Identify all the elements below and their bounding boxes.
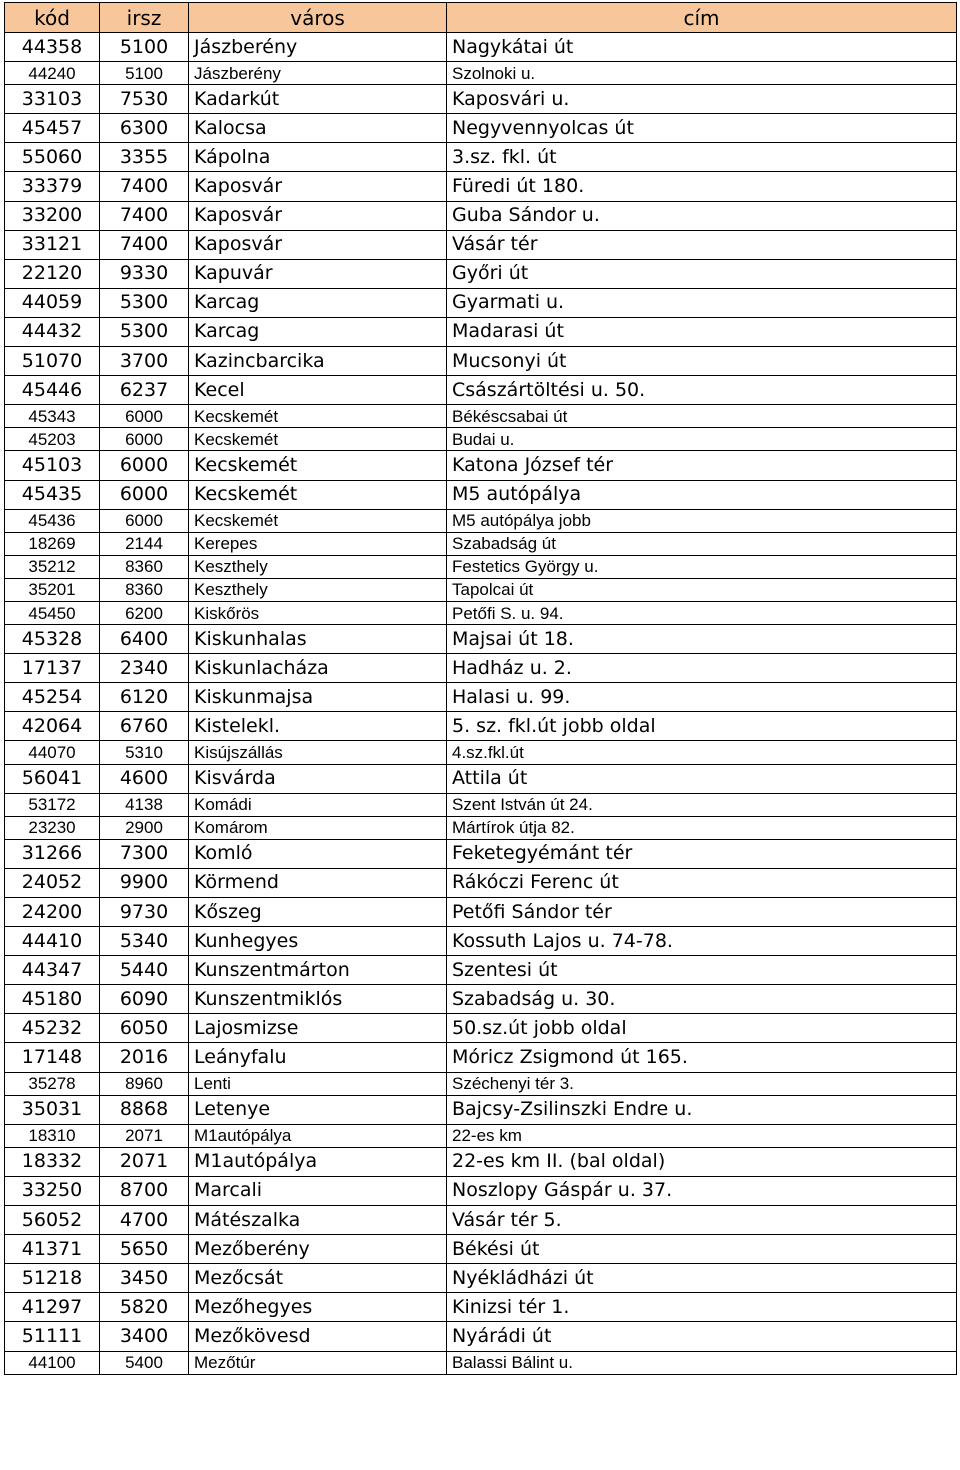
cell-irsz: 3700 xyxy=(100,347,189,376)
cell-irsz: 5340 xyxy=(100,927,189,956)
table-row xyxy=(5,1264,957,1293)
cell-irsz: 6050 xyxy=(100,1014,189,1043)
table-row xyxy=(5,85,957,114)
cell-cim: Tapolcai út xyxy=(447,578,957,601)
cell-kod: 17148 xyxy=(5,1043,100,1072)
table-body xyxy=(5,33,957,1375)
table-row xyxy=(5,555,957,578)
cell-irsz: 6090 xyxy=(100,985,189,1014)
cell-cim: 5. sz. fkl.út jobb oldal xyxy=(447,712,957,741)
cell-kod: 18269 xyxy=(5,532,100,555)
cell-cim: Békéscsabai út xyxy=(447,405,957,428)
cell-cim: Császártöltési u. 50. xyxy=(447,376,957,405)
cell-cim: Szabadság u. 30. xyxy=(447,985,957,1014)
cell-cim: Békési út xyxy=(447,1235,957,1264)
cell-kod: 45435 xyxy=(5,480,100,509)
cell-irsz: 2071 xyxy=(100,1124,189,1147)
cell-irsz: 8360 xyxy=(100,555,189,578)
cell-kod: 33121 xyxy=(5,230,100,259)
cell-irsz: 9330 xyxy=(100,259,189,288)
cell-irsz: 5400 xyxy=(100,1351,189,1374)
cell-kod: 44059 xyxy=(5,288,100,317)
table-row xyxy=(5,985,957,1014)
cell-varos: Kaposvár xyxy=(189,230,447,259)
cell-varos: Kecskemét xyxy=(189,451,447,480)
cell-cim: M5 autópálya xyxy=(447,480,957,509)
cell-cim: Kossuth Lajos u. 74-78. xyxy=(447,927,957,956)
table-row xyxy=(5,259,957,288)
cell-irsz: 3450 xyxy=(100,1264,189,1293)
cell-cim: Móricz Zsigmond út 165. xyxy=(447,1043,957,1072)
cell-kod: 18310 xyxy=(5,1124,100,1147)
table-row xyxy=(5,1235,957,1264)
table-row xyxy=(5,1147,957,1176)
cell-cim: 22-es km II. (bal oldal) xyxy=(447,1147,957,1176)
cell-varos: Kerepes xyxy=(189,532,447,555)
cell-cim: Szent István út 24. xyxy=(447,793,957,816)
cell-varos: Kazincbarcika xyxy=(189,347,447,376)
table-row xyxy=(5,898,957,927)
cell-kod: 35031 xyxy=(5,1095,100,1124)
cell-varos: Kecel xyxy=(189,376,447,405)
cell-varos: Kisvárda xyxy=(189,764,447,793)
cell-kod: 45450 xyxy=(5,601,100,624)
cell-varos: Kaposvár xyxy=(189,172,447,201)
cell-varos: Kápolna xyxy=(189,143,447,172)
table-row xyxy=(5,451,957,480)
cell-cim: Füredi út 180. xyxy=(447,172,957,201)
cell-kod: 45457 xyxy=(5,114,100,143)
cell-cim: 22-es km xyxy=(447,1124,957,1147)
cell-varos: M1autópálya xyxy=(189,1147,447,1176)
cell-irsz: 7530 xyxy=(100,85,189,114)
cell-cim: Gyarmati u. xyxy=(447,288,957,317)
table-row xyxy=(5,172,957,201)
cell-cim: Halasi u. 99. xyxy=(447,683,957,712)
cell-irsz: 7400 xyxy=(100,201,189,230)
cell-kod: 35278 xyxy=(5,1072,100,1095)
cell-irsz: 7300 xyxy=(100,839,189,868)
cell-cim: Nyékládházi út xyxy=(447,1264,957,1293)
cell-irsz: 2900 xyxy=(100,816,189,839)
cell-irsz: 4600 xyxy=(100,764,189,793)
cell-irsz: 6120 xyxy=(100,683,189,712)
cell-irsz: 6300 xyxy=(100,114,189,143)
cell-varos: Marcali xyxy=(189,1176,447,1205)
table-row xyxy=(5,62,957,85)
cell-varos: Komádi xyxy=(189,793,447,816)
cell-cim: Nagykátai út xyxy=(447,33,957,62)
table-row xyxy=(5,712,957,741)
header-kod: kód xyxy=(5,3,100,33)
cell-varos: Keszthely xyxy=(189,578,447,601)
cell-kod: 35201 xyxy=(5,578,100,601)
cell-cim: Nyárádi út xyxy=(447,1322,957,1351)
cell-varos: Letenye xyxy=(189,1095,447,1124)
cell-kod: 56041 xyxy=(5,764,100,793)
cell-kod: 45232 xyxy=(5,1014,100,1043)
table-row xyxy=(5,376,957,405)
table-row xyxy=(5,683,957,712)
cell-varos: Mátészalka xyxy=(189,1206,447,1235)
table-row xyxy=(5,1072,957,1095)
cell-cim: Kaposvári u. xyxy=(447,85,957,114)
cell-cim: Petőfi S. u. 94. xyxy=(447,601,957,624)
cell-cim: Szabadság út xyxy=(447,532,957,555)
cell-cim: Győri út xyxy=(447,259,957,288)
cell-irsz: 5820 xyxy=(100,1293,189,1322)
cell-kod: 44240 xyxy=(5,62,100,85)
cell-cim: Negyvennyolcas út xyxy=(447,114,957,143)
table-row xyxy=(5,347,957,376)
cell-varos: Kiskunlacháza xyxy=(189,654,447,683)
cell-kod: 51070 xyxy=(5,347,100,376)
cell-cim: Kinizsi tér 1. xyxy=(447,1293,957,1322)
table-row xyxy=(5,428,957,451)
cell-cim: M5 autópálya jobb xyxy=(447,509,957,532)
cell-kod: 41371 xyxy=(5,1235,100,1264)
cell-irsz: 5100 xyxy=(100,62,189,85)
cell-irsz: 6237 xyxy=(100,376,189,405)
table-row xyxy=(5,868,957,897)
table-row xyxy=(5,741,957,764)
cell-varos: Körmend xyxy=(189,868,447,897)
cell-irsz: 6200 xyxy=(100,601,189,624)
cell-varos: Kalocsa xyxy=(189,114,447,143)
address-table xyxy=(4,2,957,1375)
cell-kod: 31266 xyxy=(5,839,100,868)
table-row xyxy=(5,1043,957,1072)
cell-kod: 24052 xyxy=(5,868,100,897)
cell-cim: Balassi Bálint u. xyxy=(447,1351,957,1374)
table-row xyxy=(5,816,957,839)
cell-irsz: 6400 xyxy=(100,625,189,654)
cell-kod: 45254 xyxy=(5,683,100,712)
cell-varos: Kiskunhalas xyxy=(189,625,447,654)
cell-irsz: 8868 xyxy=(100,1095,189,1124)
table-row xyxy=(5,317,957,346)
cell-cim: Festetics György u. xyxy=(447,555,957,578)
cell-varos: Komárom xyxy=(189,816,447,839)
cell-cim: Vásár tér xyxy=(447,230,957,259)
cell-irsz: 8360 xyxy=(100,578,189,601)
table-row xyxy=(5,33,957,62)
cell-varos: Jászberény xyxy=(189,33,447,62)
cell-irsz: 5310 xyxy=(100,741,189,764)
table-row xyxy=(5,654,957,683)
cell-varos: Mezőcsát xyxy=(189,1264,447,1293)
table-row xyxy=(5,1351,957,1374)
cell-kod: 35212 xyxy=(5,555,100,578)
table-row xyxy=(5,532,957,555)
cell-kod: 33103 xyxy=(5,85,100,114)
cell-cim: Rákóczi Ferenc út xyxy=(447,868,957,897)
cell-kod: 45203 xyxy=(5,428,100,451)
cell-kod: 45446 xyxy=(5,376,100,405)
table-row xyxy=(5,1322,957,1351)
cell-irsz: 6000 xyxy=(100,451,189,480)
cell-irsz: 2071 xyxy=(100,1147,189,1176)
cell-irsz: 6760 xyxy=(100,712,189,741)
cell-varos: Mezőhegyes xyxy=(189,1293,447,1322)
cell-irsz: 5300 xyxy=(100,317,189,346)
cell-kod: 44432 xyxy=(5,317,100,346)
cell-kod: 33250 xyxy=(5,1176,100,1205)
cell-irsz: 3400 xyxy=(100,1322,189,1351)
table-row xyxy=(5,114,957,143)
cell-varos: Lenti xyxy=(189,1072,447,1095)
table-row xyxy=(5,1095,957,1124)
cell-kod: 44410 xyxy=(5,927,100,956)
cell-irsz: 8960 xyxy=(100,1072,189,1095)
table-row xyxy=(5,405,957,428)
table-row xyxy=(5,480,957,509)
cell-kod: 53172 xyxy=(5,793,100,816)
cell-cim: Bajcsy-Zsilinszki Endre u. xyxy=(447,1095,957,1124)
table-row xyxy=(5,1014,957,1043)
table-row xyxy=(5,578,957,601)
cell-varos: Jászberény xyxy=(189,62,447,85)
cell-irsz: 5650 xyxy=(100,1235,189,1264)
table-row xyxy=(5,1293,957,1322)
cell-varos: Kapuvár xyxy=(189,259,447,288)
cell-kod: 42064 xyxy=(5,712,100,741)
cell-varos: Kunhegyes xyxy=(189,927,447,956)
cell-varos: Kecskemét xyxy=(189,405,447,428)
cell-kod: 44358 xyxy=(5,33,100,62)
cell-irsz: 2144 xyxy=(100,532,189,555)
cell-cim: Majsai út 18. xyxy=(447,625,957,654)
cell-varos: Karcag xyxy=(189,317,447,346)
table-header xyxy=(5,3,957,33)
cell-kod: 41297 xyxy=(5,1293,100,1322)
table-row xyxy=(5,1176,957,1205)
cell-kod: 44070 xyxy=(5,741,100,764)
cell-irsz: 5100 xyxy=(100,33,189,62)
cell-cim: 50.sz.út jobb oldal xyxy=(447,1014,957,1043)
cell-cim: Petőfi Sándor tér xyxy=(447,898,957,927)
cell-irsz: 2340 xyxy=(100,654,189,683)
cell-varos: Kiskunmajsa xyxy=(189,683,447,712)
cell-kod: 51218 xyxy=(5,1264,100,1293)
cell-kod: 44100 xyxy=(5,1351,100,1374)
cell-irsz: 4138 xyxy=(100,793,189,816)
cell-varos: Lajosmizse xyxy=(189,1014,447,1043)
table-row xyxy=(5,793,957,816)
cell-irsz: 9900 xyxy=(100,868,189,897)
cell-varos: Mezőkövesd xyxy=(189,1322,447,1351)
cell-varos: Kistelekl. xyxy=(189,712,447,741)
cell-varos: Kőszeg xyxy=(189,898,447,927)
cell-kod: 23230 xyxy=(5,816,100,839)
cell-irsz: 8700 xyxy=(100,1176,189,1205)
cell-cim: Mucsonyi út xyxy=(447,347,957,376)
cell-irsz: 9730 xyxy=(100,898,189,927)
cell-cim: Noszlopy Gáspár u. 37. xyxy=(447,1176,957,1205)
header-irsz: irsz xyxy=(100,3,189,33)
cell-cim: Attila út xyxy=(447,764,957,793)
cell-varos: Kiskőrös xyxy=(189,601,447,624)
cell-cim: Szentesi út xyxy=(447,956,957,985)
cell-varos: Mezőberény xyxy=(189,1235,447,1264)
cell-varos: M1autópálya xyxy=(189,1124,447,1147)
cell-kod: 45436 xyxy=(5,509,100,532)
cell-irsz: 5300 xyxy=(100,288,189,317)
cell-cim: 3.sz. fkl. út xyxy=(447,143,957,172)
table-row xyxy=(5,1124,957,1147)
table-row xyxy=(5,230,957,259)
table-row xyxy=(5,839,957,868)
header-varos: város xyxy=(189,3,447,33)
cell-kod: 45343 xyxy=(5,405,100,428)
table-row xyxy=(5,288,957,317)
cell-varos: Keszthely xyxy=(189,555,447,578)
table-row xyxy=(5,201,957,230)
cell-varos: Kunszentmárton xyxy=(189,956,447,985)
cell-kod: 51111 xyxy=(5,1322,100,1351)
cell-cim: Vásár tér 5. xyxy=(447,1206,957,1235)
cell-varos: Komló xyxy=(189,839,447,868)
cell-varos: Kunszentmiklós xyxy=(189,985,447,1014)
cell-irsz: 7400 xyxy=(100,172,189,201)
cell-varos: Leányfalu xyxy=(189,1043,447,1072)
cell-cim: 4.sz.fkl.út xyxy=(447,741,957,764)
cell-cim: Széchenyi tér 3. xyxy=(447,1072,957,1095)
cell-irsz: 6000 xyxy=(100,428,189,451)
cell-kod: 44347 xyxy=(5,956,100,985)
cell-kod: 45328 xyxy=(5,625,100,654)
cell-kod: 33379 xyxy=(5,172,100,201)
table-row xyxy=(5,509,957,532)
cell-cim: Katona József tér xyxy=(447,451,957,480)
cell-irsz: 6000 xyxy=(100,405,189,428)
cell-varos: Kecskemét xyxy=(189,480,447,509)
cell-kod: 56052 xyxy=(5,1206,100,1235)
cell-cim: Mártírok útja 82. xyxy=(447,816,957,839)
cell-kod: 18332 xyxy=(5,1147,100,1176)
cell-cim: Szolnoki u. xyxy=(447,62,957,85)
cell-cim: Guba Sándor u. xyxy=(447,201,957,230)
table-row xyxy=(5,625,957,654)
cell-varos: Kecskemét xyxy=(189,428,447,451)
cell-varos: Karcag xyxy=(189,288,447,317)
cell-varos: Kisújszállás xyxy=(189,741,447,764)
table-row xyxy=(5,764,957,793)
cell-irsz: 6000 xyxy=(100,509,189,532)
cell-cim: Hadház u. 2. xyxy=(447,654,957,683)
cell-varos: Kecskemét xyxy=(189,509,447,532)
cell-irsz: 6000 xyxy=(100,480,189,509)
table-row xyxy=(5,927,957,956)
cell-cim: Madarasi út xyxy=(447,317,957,346)
table-row xyxy=(5,956,957,985)
cell-cim: Budai u. xyxy=(447,428,957,451)
cell-irsz: 5440 xyxy=(100,956,189,985)
table-row xyxy=(5,143,957,172)
table-row xyxy=(5,1206,957,1235)
cell-kod: 33200 xyxy=(5,201,100,230)
cell-irsz: 3355 xyxy=(100,143,189,172)
cell-varos: Kadarkút xyxy=(189,85,447,114)
cell-kod: 22120 xyxy=(5,259,100,288)
cell-irsz: 7400 xyxy=(100,230,189,259)
cell-kod: 45103 xyxy=(5,451,100,480)
cell-varos: Mezőtúr xyxy=(189,1351,447,1374)
header-cim: cím xyxy=(447,3,957,33)
cell-kod: 24200 xyxy=(5,898,100,927)
cell-kod: 55060 xyxy=(5,143,100,172)
cell-irsz: 2016 xyxy=(100,1043,189,1072)
cell-irsz: 4700 xyxy=(100,1206,189,1235)
cell-kod: 17137 xyxy=(5,654,100,683)
header-row xyxy=(5,3,957,33)
cell-varos: Kaposvár xyxy=(189,201,447,230)
cell-kod: 45180 xyxy=(5,985,100,1014)
table-row xyxy=(5,601,957,624)
cell-cim: Feketegyémánt tér xyxy=(447,839,957,868)
